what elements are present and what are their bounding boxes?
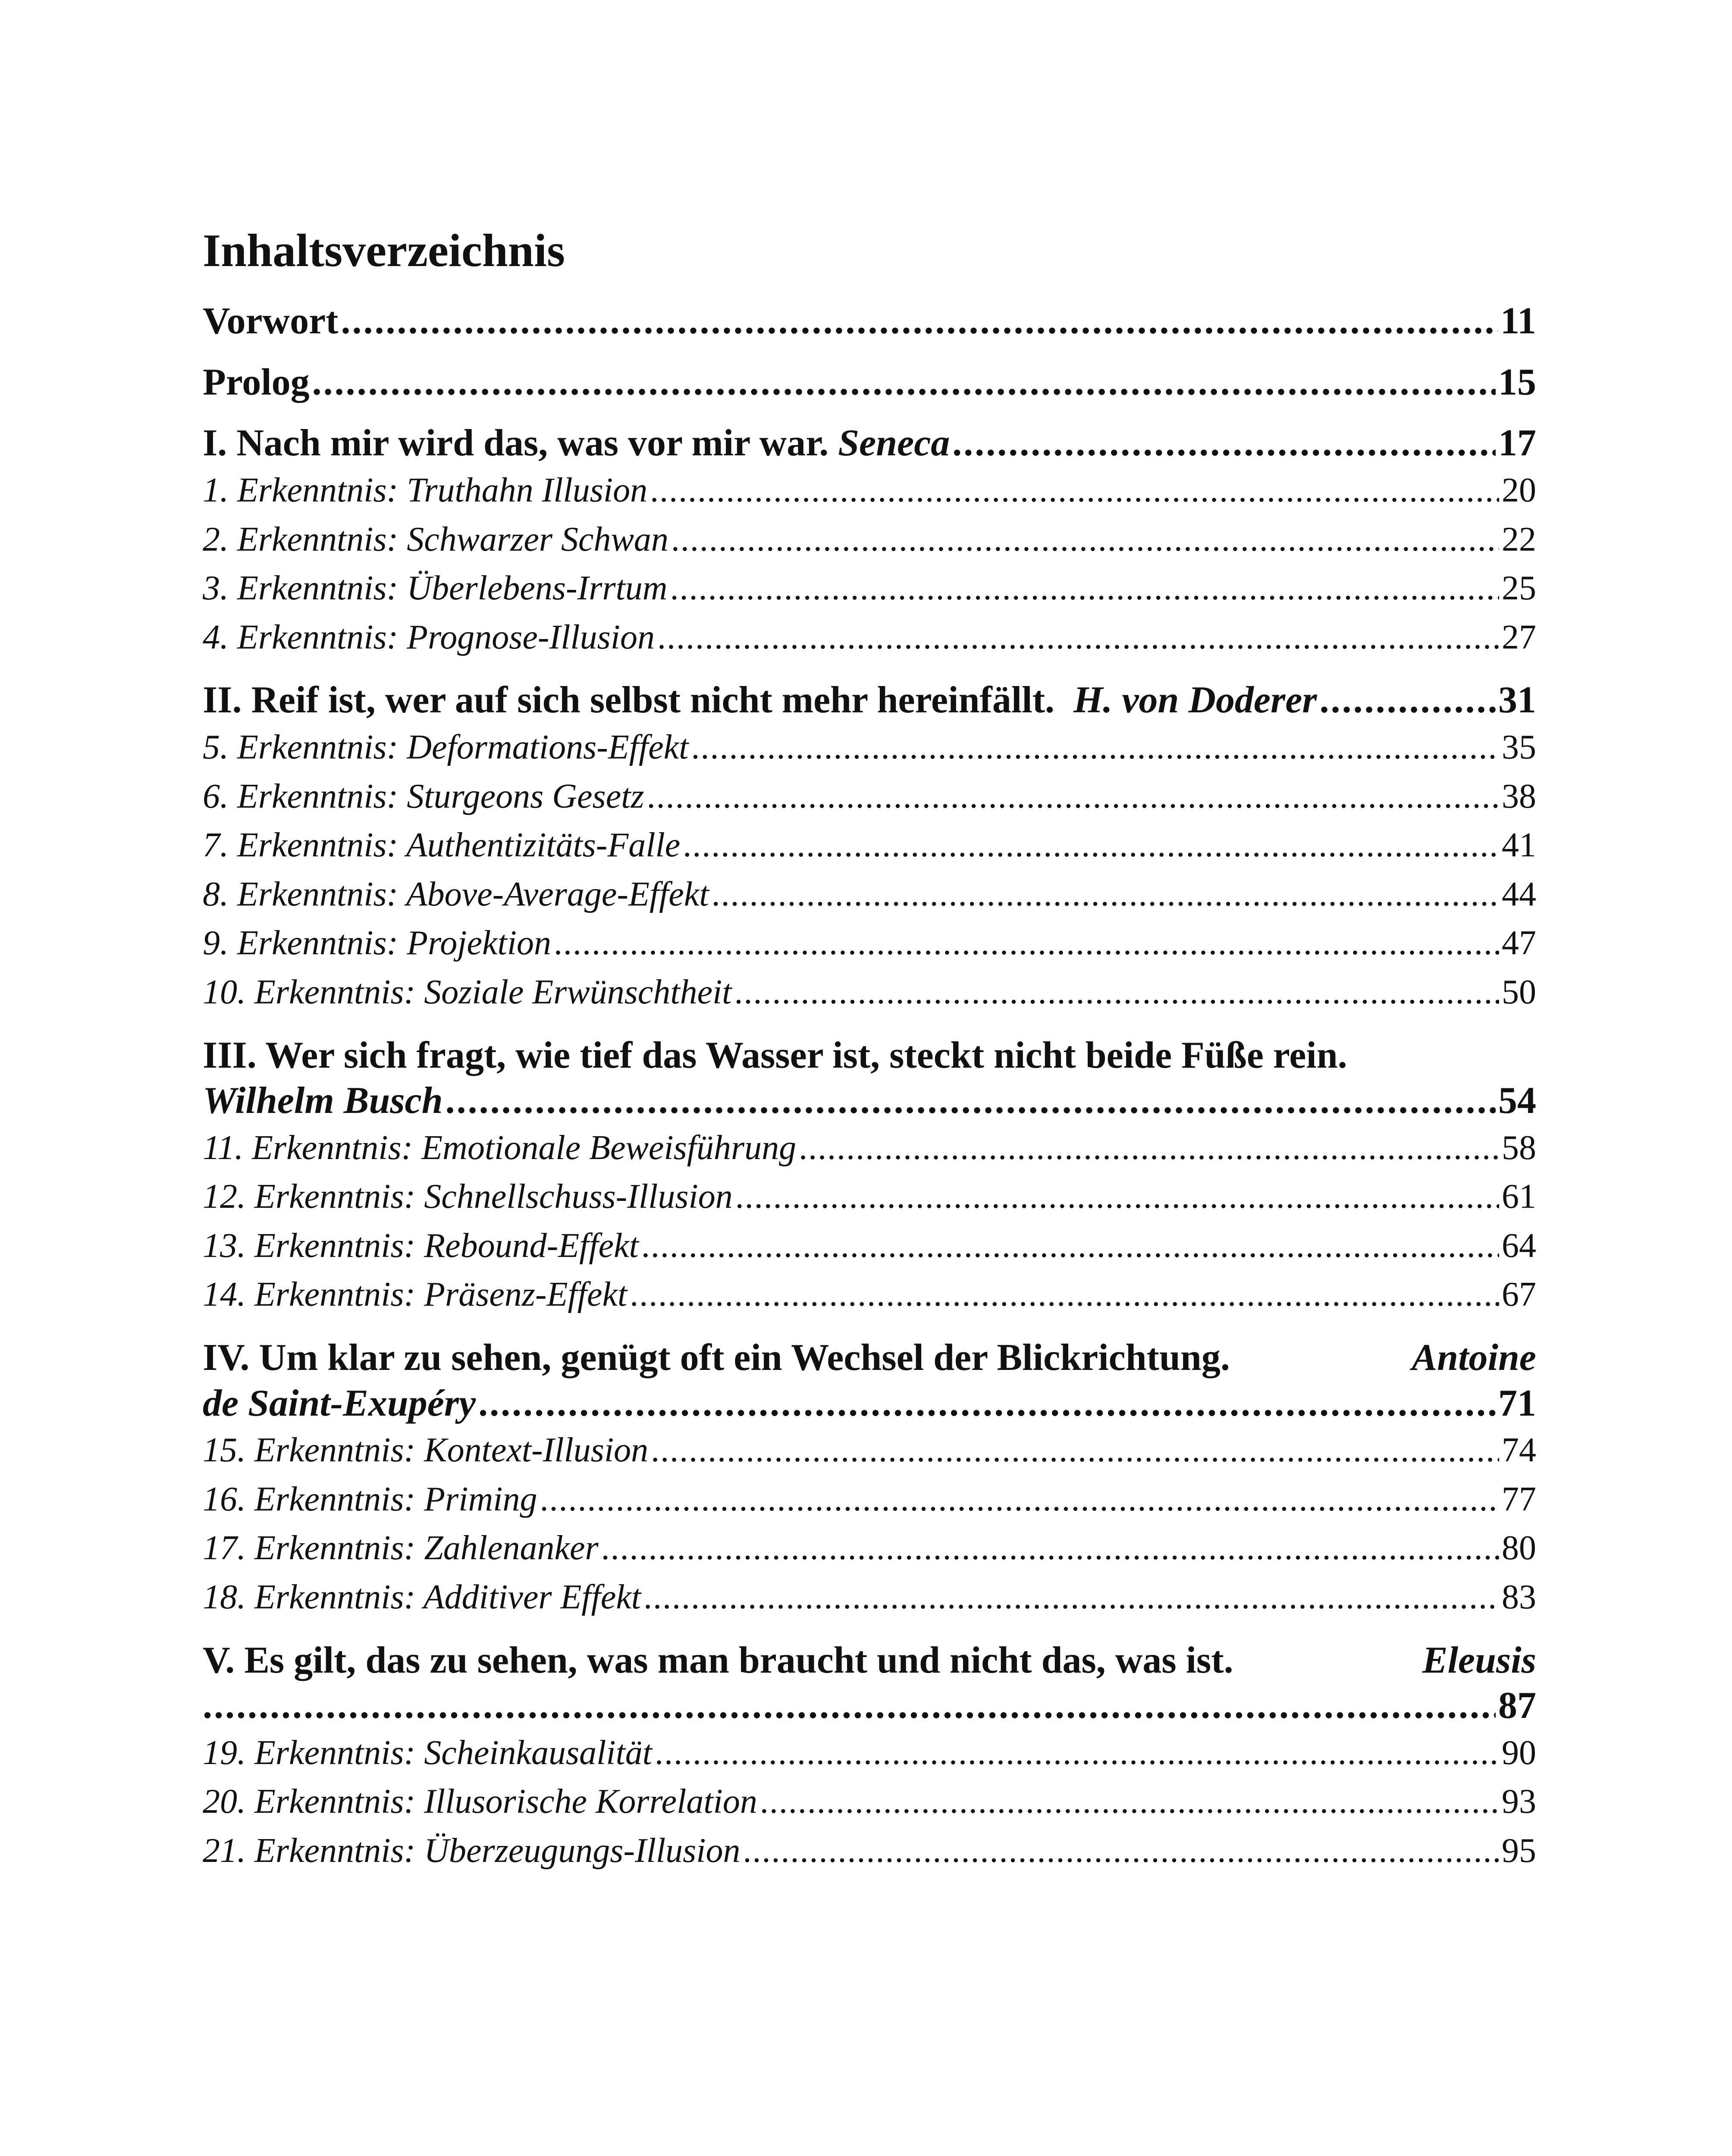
toc-subentry[interactable] xyxy=(203,772,1536,821)
dot-leader xyxy=(601,1524,1499,1573)
dot-leader xyxy=(651,1426,1499,1475)
toc-subentry[interactable] xyxy=(203,466,1536,515)
toc-section-chapter-1 xyxy=(203,420,1536,662)
subentry-label: 17. Erkenntnis: Zahlenanker xyxy=(203,1529,599,1567)
toc-section-prolog xyxy=(203,360,1536,405)
toc-subentry[interactable] xyxy=(203,1777,1536,1827)
subentry-label: 11. Erkenntnis: Emotionale Beweisführung xyxy=(203,1128,797,1167)
toc-subentry[interactable] xyxy=(203,919,1536,968)
toc-page-number: 67 xyxy=(1502,1275,1536,1314)
toc-page-number: 80 xyxy=(1502,1529,1536,1567)
dot-leader xyxy=(643,1573,1499,1622)
dot-leader xyxy=(630,1270,1499,1319)
dot-leader xyxy=(650,466,1499,515)
toc-section-chapter-2 xyxy=(203,677,1536,1017)
toc-entry-label: Vorwort xyxy=(203,300,339,342)
toc-page-number: 38 xyxy=(1502,777,1536,815)
chapter-title: I. Nach mir wird das, was vor mir war. xyxy=(203,422,829,464)
toc-page-number: 87 xyxy=(1498,1685,1536,1727)
toc-section-chapter-5 xyxy=(203,1638,1536,1876)
toc-subentry[interactable] xyxy=(203,1729,1536,1778)
toc-entry-chapter-2[interactable] xyxy=(203,677,1536,723)
dot-leader xyxy=(952,420,1496,466)
toc-title: Inhaltsverzeichnis xyxy=(203,225,565,276)
dot-leader xyxy=(683,821,1499,870)
toc-page-number: 47 xyxy=(1502,924,1536,962)
toc-entry-chapter-5[interactable] xyxy=(203,1683,1536,1729)
chapter-author: de Saint-Exupéry xyxy=(203,1382,476,1424)
subentry-label: 21. Erkenntnis: Überzeugungs-Illusion xyxy=(203,1832,740,1870)
dot-leader xyxy=(312,360,1496,405)
toc-entry-chapter-1[interactable] xyxy=(203,420,1536,466)
toc-page-number: 61 xyxy=(1502,1178,1536,1216)
subentry-label: 8. Erkenntnis: Above-Average-Effekt xyxy=(203,875,709,913)
dot-leader xyxy=(341,298,1497,344)
dot-leader xyxy=(735,1172,1499,1222)
toc-section-vorwort xyxy=(203,298,1536,344)
toc-section-chapter-4 xyxy=(203,1335,1536,1622)
toc-subentry[interactable] xyxy=(203,1222,1536,1271)
chapter-title-line[interactable] xyxy=(203,1638,1536,1683)
subentry-label: 16. Erkenntnis: Priming xyxy=(203,1480,537,1518)
toc-page-number: 41 xyxy=(1502,826,1536,865)
dot-leader xyxy=(671,515,1499,564)
subentry-label: 18. Erkenntnis: Additiver Effekt xyxy=(203,1578,641,1617)
chapter-author: Antoine xyxy=(1412,1337,1536,1379)
toc-entry-chapter-3[interactable] xyxy=(203,1078,1536,1124)
chapter-author: Eleusis xyxy=(1422,1639,1536,1681)
toc-subentry[interactable] xyxy=(203,1172,1536,1222)
toc-entry-label xyxy=(203,1381,476,1426)
toc-page-number: 93 xyxy=(1502,1783,1536,1821)
toc-page-number: 54 xyxy=(1498,1080,1536,1122)
toc-subentry[interactable] xyxy=(203,1827,1536,1876)
toc-subentry[interactable] xyxy=(203,1270,1536,1319)
toc-subentry[interactable] xyxy=(203,870,1536,919)
dot-leader xyxy=(799,1124,1499,1173)
chapter-author: H. von Doderer xyxy=(1073,679,1317,721)
toc-entry-label xyxy=(203,1078,443,1124)
dot-leader xyxy=(1320,677,1496,723)
toc-page-number: 71 xyxy=(1498,1382,1536,1424)
toc-page-number: 50 xyxy=(1502,973,1536,1011)
chapter-title: IV. Um klar zu sehen, genügt oft ein Wechsel der Blickrichtung. xyxy=(203,1337,1230,1379)
toc-page-number: 44 xyxy=(1502,875,1536,913)
toc-subentry[interactable] xyxy=(203,613,1536,662)
toc-subentry[interactable] xyxy=(203,821,1536,870)
toc-entry-label: Prolog xyxy=(203,361,310,403)
toc-page-number: 64 xyxy=(1502,1226,1536,1265)
chapter-title-line[interactable]: III. Wer sich fragt, wie tief das Wasser ist, steckt nicht beide Füße rein. xyxy=(203,1034,1347,1076)
toc-subentry[interactable] xyxy=(203,1124,1536,1173)
subentry-label: 4. Erkenntnis: Prognose-Illusion xyxy=(203,618,655,656)
toc-section-chapter-3 xyxy=(203,1033,1536,1320)
toc-page-number: 11 xyxy=(1500,300,1536,342)
toc-page-number: 27 xyxy=(1502,618,1536,656)
toc-subentry[interactable] xyxy=(203,1426,1536,1475)
dot-leader xyxy=(446,1078,1496,1124)
subentry-label: 10. Erkenntnis: Soziale Erwünschtheit xyxy=(203,973,732,1011)
subentry-label: 1. Erkenntnis: Truthahn Illusion xyxy=(203,471,648,509)
toc-page xyxy=(203,224,1536,1876)
dot-leader xyxy=(554,919,1499,968)
toc-entry-vorwort[interactable] xyxy=(203,298,1536,344)
toc-entry-chapter-4[interactable] xyxy=(203,1381,1536,1426)
subentry-label: 7. Erkenntnis: Authentizitäts-Falle xyxy=(203,826,681,865)
chapter-title-line[interactable] xyxy=(203,1335,1536,1381)
dot-leader xyxy=(712,870,1499,919)
chapter-title: II. Reif ist, wer auf sich selbst nicht mehr hereinfällt. xyxy=(203,679,1055,721)
toc-subentry[interactable] xyxy=(203,1573,1536,1622)
toc-subentry[interactable] xyxy=(203,723,1536,772)
dot-leader xyxy=(760,1777,1499,1827)
toc-subentry[interactable] xyxy=(203,968,1536,1017)
subentry-label: 6. Erkenntnis: Sturgeons Gesetz xyxy=(203,777,644,815)
dot-leader xyxy=(691,723,1499,772)
chapter-author: Seneca xyxy=(838,422,950,464)
toc-page-number: 58 xyxy=(1502,1128,1536,1167)
subentry-label: 2. Erkenntnis: Schwarzer Schwan xyxy=(203,520,668,558)
dot-leader xyxy=(203,1683,1496,1729)
subentry-label: 15. Erkenntnis: Kontext-Illusion xyxy=(203,1431,649,1470)
subentry-label: 14. Erkenntnis: Präsenz-Effekt xyxy=(203,1275,628,1314)
toc-page-number: 25 xyxy=(1502,569,1536,608)
dot-leader xyxy=(655,1729,1499,1778)
dot-leader xyxy=(743,1827,1499,1876)
dot-leader xyxy=(641,1222,1499,1271)
dot-leader xyxy=(478,1381,1496,1426)
chapter-title: V. Es gilt, das zu sehen, was man braucht und nicht das, was ist. xyxy=(203,1639,1233,1681)
subentry-label: 13. Erkenntnis: Rebound-Effekt xyxy=(203,1226,639,1265)
toc-page-number: 22 xyxy=(1502,520,1536,558)
toc-subentry[interactable] xyxy=(203,564,1536,613)
subentry-label: 19. Erkenntnis: Scheinkausalität xyxy=(203,1733,653,1772)
toc-page-number: 20 xyxy=(1502,471,1536,509)
dot-leader xyxy=(540,1475,1499,1524)
toc-page-number: 95 xyxy=(1502,1832,1536,1870)
toc-page-number: 83 xyxy=(1502,1578,1536,1617)
toc-subentry[interactable] xyxy=(203,1524,1536,1573)
subentry-label: 9. Erkenntnis: Projektion xyxy=(203,924,551,962)
subentry-label: 12. Erkenntnis: Schnellschuss-Illusion xyxy=(203,1178,733,1216)
toc-page-number: 15 xyxy=(1498,361,1536,403)
subentry-label: 20. Erkenntnis: Illusorische Korrelation xyxy=(203,1783,757,1821)
toc-entry-label xyxy=(203,677,1317,723)
toc-page-number: 77 xyxy=(1502,1480,1536,1518)
subentry-label: 5. Erkenntnis: Deformations-Effekt xyxy=(203,728,689,766)
dot-leader xyxy=(657,613,1499,662)
toc-entry-label xyxy=(203,420,950,466)
dot-leader xyxy=(734,968,1499,1017)
subentry-label: 3. Erkenntnis: Überlebens-Irrtum xyxy=(203,569,668,608)
dot-leader xyxy=(670,564,1499,613)
toc-page-number: 74 xyxy=(1502,1431,1536,1470)
chapter-author: Wilhelm Busch xyxy=(203,1080,443,1122)
toc-subentry[interactable] xyxy=(203,515,1536,564)
toc-page-number: 31 xyxy=(1498,679,1536,721)
toc-subentry[interactable] xyxy=(203,1475,1536,1524)
toc-page-number: 90 xyxy=(1502,1733,1536,1772)
toc-page-number: 35 xyxy=(1502,728,1536,766)
toc-page-number: 17 xyxy=(1498,422,1536,464)
dot-leader xyxy=(647,772,1499,821)
toc-entry-prolog[interactable] xyxy=(203,360,1536,405)
